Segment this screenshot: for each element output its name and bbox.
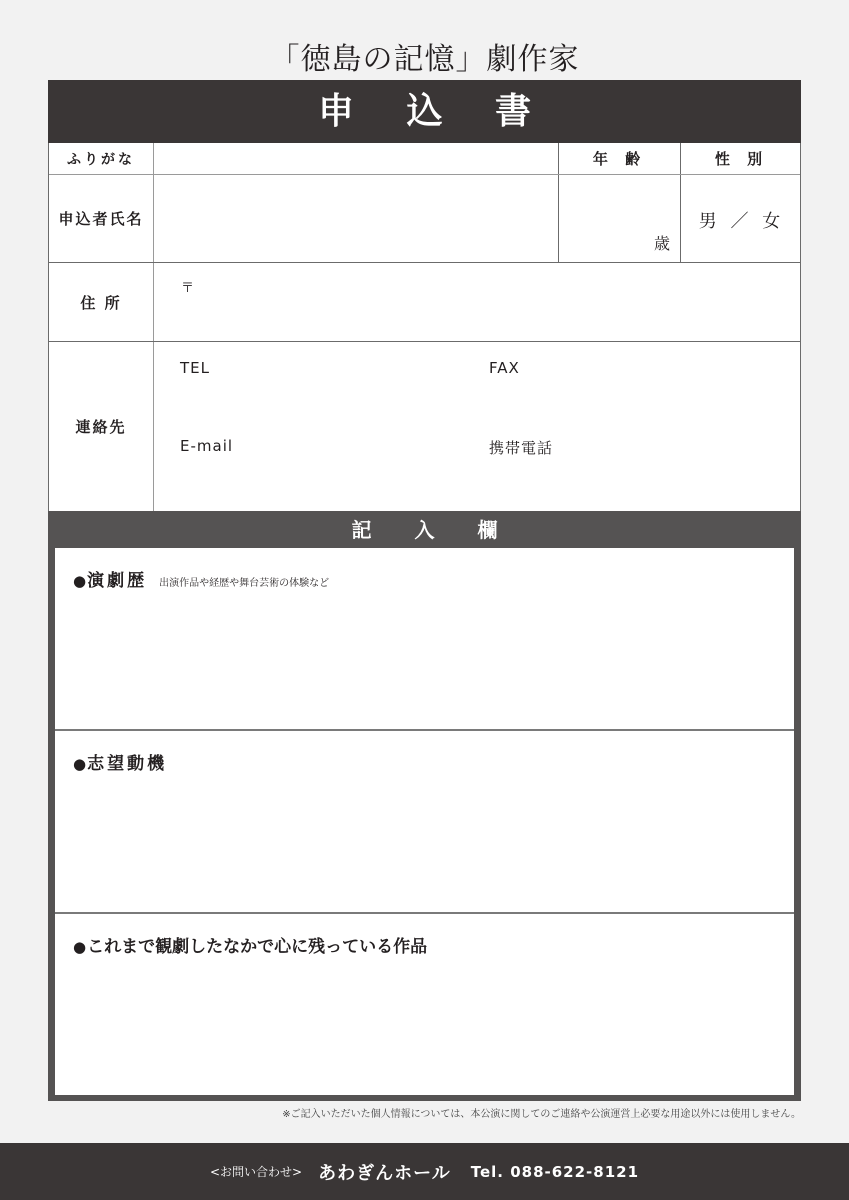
- entry-box: [55, 548, 794, 1095]
- theater-history-section[interactable]: [55, 548, 794, 731]
- memorable-works-section[interactable]: [55, 914, 794, 1095]
- contact-fields: [154, 342, 800, 511]
- sex-header: 性 別: [680, 143, 802, 174]
- furigana-input[interactable]: [154, 143, 556, 174]
- memorable-works-label: ● これまで観劇したなかで心に残っている作品: [73, 937, 428, 957]
- contact-row: [49, 342, 800, 511]
- entry-header: 記 入 欄: [351, 518, 516, 542]
- furigana-row: [49, 143, 800, 175]
- age-suffix: 歳: [653, 234, 670, 253]
- applicant-name-label: 申込者氏名: [49, 175, 154, 262]
- address-input[interactable]: [154, 263, 800, 341]
- applicant-name-input[interactable]: [154, 175, 556, 262]
- form-title-bar: 申 込 書: [48, 80, 801, 143]
- age-header: 年 齢: [558, 143, 680, 174]
- sex-options: 男 ／ 女: [698, 211, 785, 232]
- application-form-table: [48, 143, 801, 511]
- mobile-phone-field[interactable]: 携帯電話: [489, 439, 554, 457]
- footer-bar: [0, 1143, 849, 1200]
- privacy-footnote: ※ご記入いただいた個人情報については、本公演に関してのご連絡や公演運営上必要な用途以外には使用しません。: [282, 1109, 801, 1120]
- motivation-label: ● 志望動機: [73, 754, 168, 774]
- postal-mark-icon: 〒: [181, 281, 195, 296]
- name-row: [49, 175, 800, 263]
- sex-select[interactable]: [680, 175, 802, 262]
- entry-section-frame: [48, 511, 801, 1101]
- document-title: 「徳島の記憶」劇作家: [269, 42, 580, 77]
- footer-contact-label: <お問い合わせ>: [209, 1165, 303, 1179]
- address-row: [49, 263, 800, 342]
- email-field[interactable]: E-mail: [180, 437, 234, 455]
- footer-tel: Tel. 088-622-8121: [470, 1162, 640, 1181]
- contact-label: 連絡先: [49, 342, 154, 511]
- bullet-icon: ●: [73, 572, 87, 590]
- motivation-section[interactable]: [55, 731, 794, 914]
- bullet-icon: ●: [73, 938, 87, 956]
- theater-history-hint: 出演作品や経歴や舞台芸術の体験など: [159, 578, 330, 589]
- furigana-label: ふりがな: [49, 143, 154, 174]
- tel-field[interactable]: TEL: [180, 359, 210, 377]
- theater-history-label: ● 演劇歴 出演作品や経歴や舞台芸術の体験など: [73, 571, 330, 591]
- bullet-icon: ●: [73, 755, 87, 773]
- footer-organization: あわぎんホール: [318, 1162, 451, 1184]
- address-label: 住 所: [49, 263, 154, 341]
- fax-field[interactable]: FAX: [489, 359, 520, 377]
- age-input[interactable]: [558, 175, 680, 262]
